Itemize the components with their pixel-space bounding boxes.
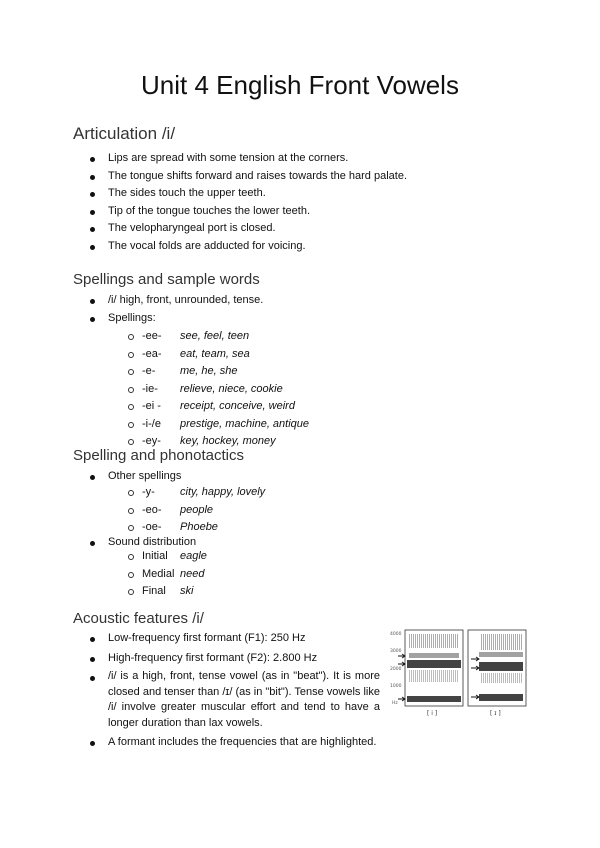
articulation-heading: Articulation /i/ xyxy=(73,124,176,143)
list-item: Other spellings xyxy=(90,468,181,486)
other-spellings-sublist xyxy=(128,484,265,537)
spellings-heading: Spellings and sample words xyxy=(73,271,260,288)
distribution-sublist xyxy=(128,548,207,601)
spectrogram-label-ih: [ ɪ ] xyxy=(490,710,501,717)
list-item: -i-/e prestige, machine, antique xyxy=(128,416,309,434)
list-item: -ie- relieve, niece, cookie xyxy=(128,381,309,399)
list-item: Spellings: xyxy=(90,310,263,328)
list-item: A formant includes the frequencies that are highlighted. xyxy=(90,734,380,752)
spellings-sublist xyxy=(128,328,309,451)
list-item: /i/ is a high, front, tense vowel (as in "beat"). It is more closed and tenser than /ɪ/ (as in "bit"). Tense vowels like /i/ involve greater muscular effort and tend to have a longer duration than lax vowels. xyxy=(90,669,380,731)
list-item: The velopharyngeal port is closed. xyxy=(90,220,407,238)
list-item: -y- city, happy, lovely xyxy=(128,484,265,502)
page-title: Unit 4 English Front Vowels xyxy=(141,70,459,100)
list-item: Lips are spread with some tension at the corners. xyxy=(90,150,407,168)
list-item: -ey- key, hockey, money xyxy=(128,433,309,451)
list-item: Sound distribution xyxy=(90,534,196,552)
list-item: Medial need xyxy=(128,566,207,584)
y-label: 2000 xyxy=(390,667,402,672)
list-item: -oe- Phoebe xyxy=(128,519,265,537)
acoustic-heading: Acoustic features /i/ xyxy=(73,610,204,627)
y-label: 3000 xyxy=(390,649,402,654)
y-label: 4000 xyxy=(390,632,402,637)
list-item: -ee- see, feel, teen xyxy=(128,328,309,346)
spectrogram-figure xyxy=(389,626,529,718)
list-item: -ea- eat, team, sea xyxy=(128,346,309,364)
spellings-list xyxy=(90,292,263,327)
list-item: The tongue shifts forward and raises towards the hard palate. xyxy=(90,168,407,186)
list-item: -e- me, he, she xyxy=(128,363,309,381)
list-item: High-frequency first formant (F2): 2.800 Hz xyxy=(90,650,380,668)
list-item: The sides touch the upper teeth. xyxy=(90,185,407,203)
spectrogram-label-i: [ i ] xyxy=(427,710,438,717)
list-item: Final ski xyxy=(128,583,207,601)
list-item: Tip of the tongue touches the lower teeth. xyxy=(90,203,407,221)
list-item: The vocal folds are adducted for voicing. xyxy=(90,238,407,256)
phonotactics-list xyxy=(90,468,181,486)
list-item: /i/ high, front, unrounded, tense. xyxy=(90,292,263,310)
y-label: Hz xyxy=(392,701,398,706)
list-item: Initial eagle xyxy=(128,548,207,566)
acoustic-list xyxy=(90,630,380,752)
articulation-list xyxy=(90,150,407,255)
list-item: -eo- people xyxy=(128,502,265,520)
list-item: Low-frequency first formant (F1): 250 Hz xyxy=(90,630,380,648)
phonotactics-heading: Spelling and phonotactics xyxy=(73,447,244,464)
list-item: -ei - receipt, conceive, weird xyxy=(128,398,309,416)
y-label: 1000 xyxy=(390,684,402,689)
